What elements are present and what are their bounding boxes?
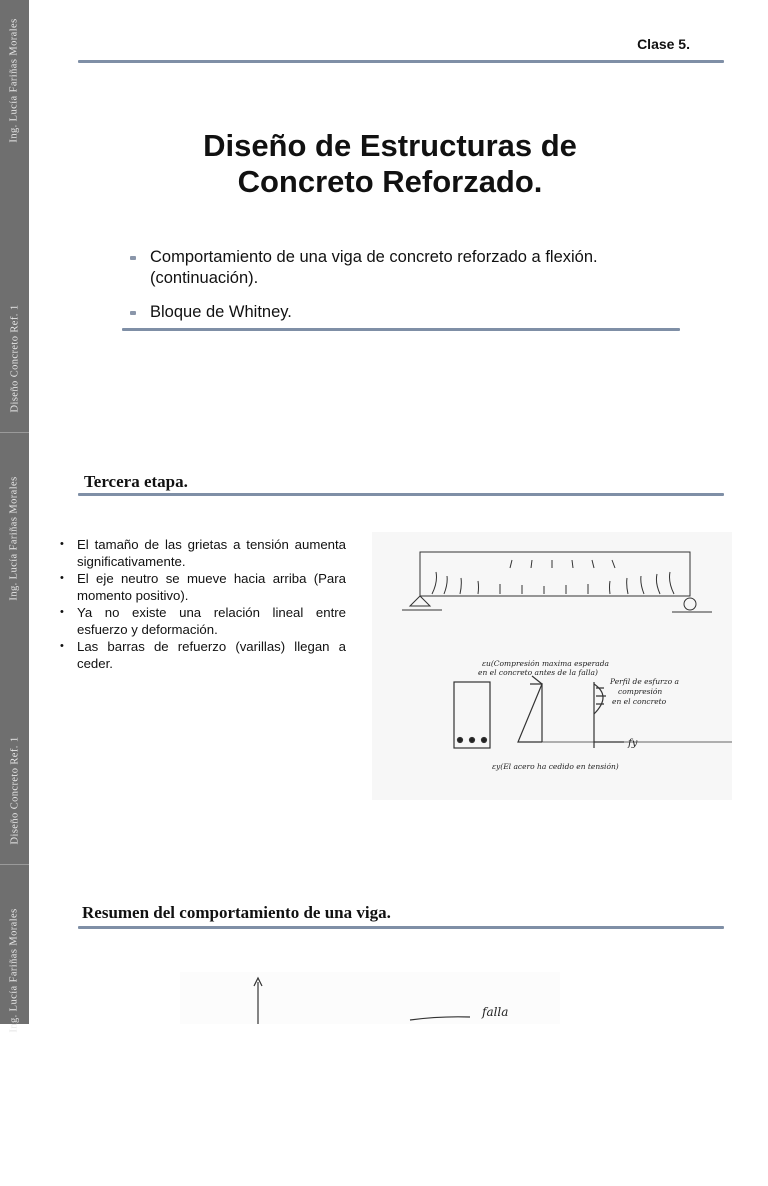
section-heading: Tercera etapa.	[84, 472, 188, 491]
figure-label-top: εu(Compresión maxima esperada	[482, 659, 609, 668]
sidebar	[0, 0, 29, 1033]
title-line-2: Concreto Reforzado.	[237, 164, 543, 199]
page-title	[150, 128, 630, 200]
figure-label-bottom: εy(El acero ha cedido en tensión)	[492, 762, 619, 771]
stage-points	[60, 536, 346, 672]
topic-item: Bloque de Whitney.	[130, 302, 690, 323]
figure-label-top: en el concreto antes de la falla)	[478, 668, 598, 677]
sidebar-author-label: Ing. Lucía Fariñas Morales	[9, 475, 20, 601]
title-line-1: Diseño de Estructuras de	[203, 128, 577, 163]
stage-point: • Ya no existe una relación lineal entre esfuerzo y deformación.	[60, 604, 346, 638]
section-heading: Resumen del comportamiento de una viga.	[82, 903, 391, 922]
section-rule	[78, 926, 724, 929]
failure-label: falla	[482, 1005, 509, 1019]
class-label: Clase 5.	[637, 36, 690, 52]
figure-label-right: compresión	[618, 687, 663, 696]
section-rule	[78, 493, 724, 496]
sidebar-author-label: Ing. Lucía Fariñas Morales	[9, 17, 20, 143]
sidebar-course-label: Diseño Concreto Ref. 1	[9, 736, 21, 844]
header-rule	[78, 60, 724, 63]
beam-summary-figure	[180, 972, 560, 1024]
figure-label-fy: fy	[628, 738, 638, 749]
stage-point: • El tamaño de las grietas a tensión aumenta significativamente.	[60, 536, 346, 570]
topic-item: Comportamiento de una viga de concreto reforzado a flexión. (continuación).	[130, 247, 690, 289]
sidebar-course-label: Diseño Concreto Ref. 1	[9, 304, 21, 412]
sidebar-segment	[0, 754, 29, 1186]
figure-label-right: Perfil de esfurzo a	[610, 677, 679, 686]
figure-label-right: en el concreto	[612, 697, 667, 706]
topics-rule	[122, 328, 680, 331]
stage-point: • El eje neutro se mueve hacia arriba (Para momento positivo).	[60, 570, 346, 604]
sidebar-author-label: Ing. Lucía Fariñas Morales	[9, 907, 20, 1033]
beam-stage-figure	[372, 532, 732, 800]
topic-list	[130, 247, 690, 336]
stage-point: • Las barras de refuerzo (varillas) llegan a ceder.	[60, 638, 346, 672]
